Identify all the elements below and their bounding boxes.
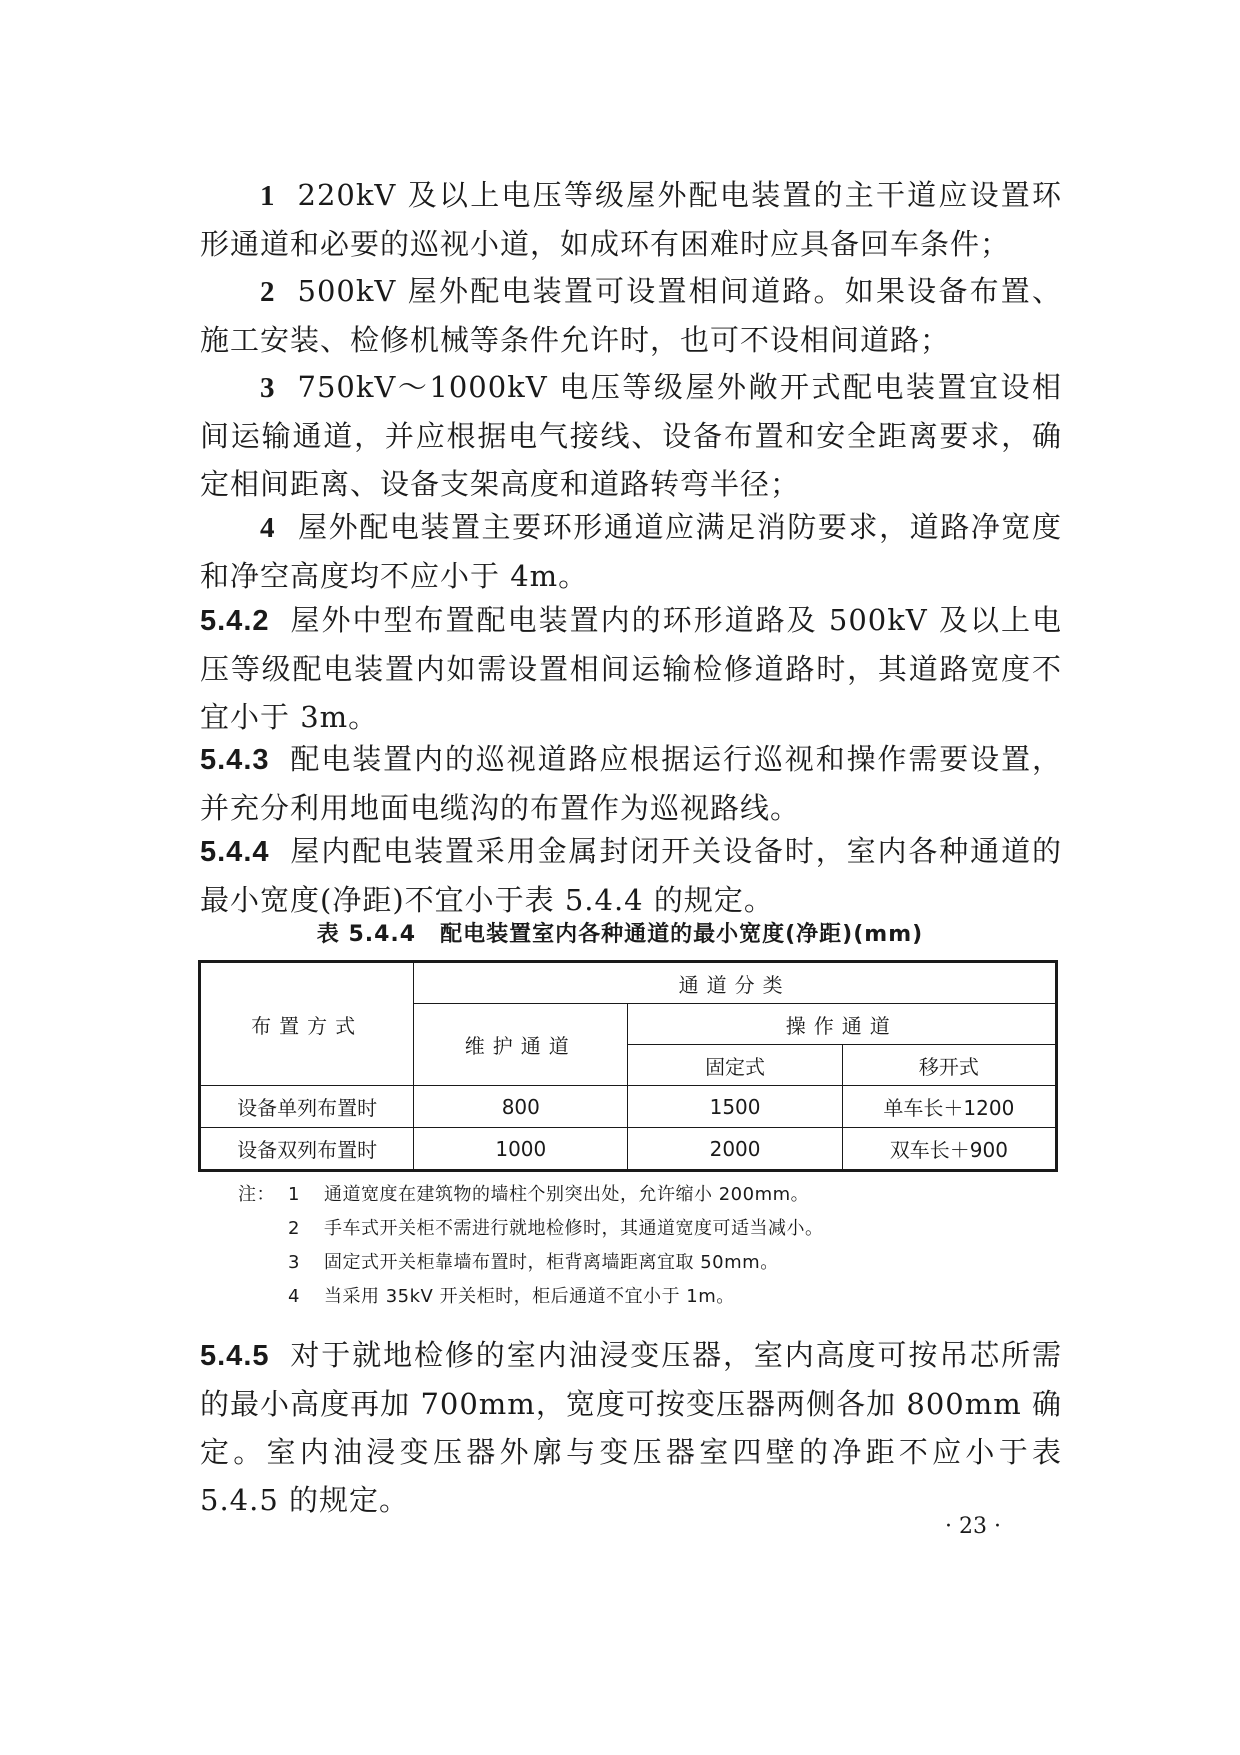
header-layout: 布置方式 bbox=[200, 962, 414, 1086]
clause-item-4 bbox=[200, 503, 1062, 600]
cell-fixed: 1500 bbox=[628, 1086, 842, 1128]
notes-label: 注： bbox=[238, 1184, 275, 1205]
header-category: 通道分类 bbox=[414, 962, 1057, 1004]
cell-movable: 双车长＋900 bbox=[842, 1128, 1056, 1171]
note-item bbox=[238, 1212, 1038, 1246]
section-number: 5.4.5 bbox=[200, 1340, 270, 1372]
table-caption-number: 表 5.4.4 bbox=[316, 922, 417, 947]
section-5-4-3 bbox=[200, 735, 1062, 832]
clause-item-3 bbox=[200, 363, 1062, 508]
note-text: 当采用 35kV 开关柜时，柜后通道不宜小于 1m。 bbox=[324, 1286, 735, 1307]
section-number: 5.4.2 bbox=[200, 605, 270, 637]
page-number: · 23 · bbox=[945, 1514, 1001, 1539]
section-5-4-4 bbox=[200, 827, 1062, 924]
note-number: 4 bbox=[288, 1286, 300, 1307]
table-row bbox=[200, 1128, 1057, 1171]
clause-item-number: 4 bbox=[260, 512, 276, 544]
note-text: 固定式开关柜靠墙布置时，柜背离墙距离宜取 50mm。 bbox=[324, 1252, 779, 1273]
table-caption-title: 配电装置室内各种通道的最小宽度(净距)(mm) bbox=[440, 922, 924, 947]
section-text: 配电装置内的巡视道路应根据运行巡视和操作需要设置，并充分利用地面电缆沟的布置作为巡视路线。 bbox=[200, 742, 1062, 825]
note-item bbox=[238, 1280, 1038, 1314]
note-number: 2 bbox=[288, 1218, 300, 1239]
note-number: 3 bbox=[288, 1252, 300, 1273]
header-maintenance: 维护通道 bbox=[414, 1004, 628, 1086]
section-text: 对于就地检修的室内油浸变压器，室内高度可按吊芯所需的最小高度再加 700mm，宽度可按变压器两侧各加 800mm 确定。室内油浸变压器外廓与变压器室四壁的净距不应小于表 5.4.5 的规定。 bbox=[200, 1338, 1062, 1517]
cell-movable: 单车长＋1200 bbox=[842, 1086, 1056, 1128]
clause-item-text: 220kV 及以上电压等级屋外配电装置的主干道应设置环形通道和必要的巡视小道，如成环有困难时应具备回车条件； bbox=[200, 178, 1062, 261]
clause-item-text: 750kV～1000kV 电压等级屋外敞开式配电装置宜设相间运输通道，并应根据电气接线、设备布置和安全距离要求，确定相间距离、设备支架高度和道路转弯半径； bbox=[200, 370, 1062, 501]
clause-item-number: 3 bbox=[260, 372, 276, 404]
note-item bbox=[238, 1246, 1038, 1280]
section-text: 屋外中型布置配电装置内的环形道路及 500kV 及以上电压等级配电装置内如需设置相间运输检修道路时，其道路宽度不宜小于 3m。 bbox=[200, 603, 1062, 734]
note-text: 通道宽度在建筑物的墙柱个别突出处，允许缩小 200mm。 bbox=[324, 1184, 810, 1205]
clause-item-1 bbox=[200, 171, 1062, 268]
cell-fixed: 2000 bbox=[628, 1128, 842, 1171]
passage-width-table bbox=[198, 960, 1058, 1172]
header-movable: 移开式 bbox=[842, 1045, 1056, 1086]
cell-layout: 设备双列布置时 bbox=[200, 1128, 414, 1171]
section-5-4-5 bbox=[200, 1331, 1062, 1524]
header-fixed: 固定式 bbox=[628, 1045, 842, 1086]
header-operation: 操作通道 bbox=[628, 1004, 1057, 1045]
cell-maintenance: 1000 bbox=[414, 1128, 628, 1171]
table-caption bbox=[0, 917, 1240, 948]
section-number: 5.4.4 bbox=[200, 836, 270, 868]
clause-item-2 bbox=[200, 267, 1062, 364]
note-item bbox=[238, 1178, 1038, 1212]
clause-item-number: 2 bbox=[260, 276, 276, 308]
section-number: 5.4.3 bbox=[200, 744, 270, 776]
cell-maintenance: 800 bbox=[414, 1086, 628, 1128]
table-row bbox=[200, 1086, 1057, 1128]
section-5-4-2 bbox=[200, 596, 1062, 741]
note-number: 1 bbox=[288, 1184, 300, 1205]
table-notes bbox=[238, 1178, 1038, 1314]
cell-layout: 设备单列布置时 bbox=[200, 1086, 414, 1128]
clause-item-text: 500kV 屋外配电装置可设置相间道路。如果设备布置、施工安装、检修机械等条件允许时，也可不设相间道路； bbox=[200, 274, 1062, 357]
clause-item-number: 1 bbox=[260, 180, 276, 212]
section-text: 屋内配电装置采用金属封闭开关设备时，室内各种通道的最小宽度(净距)不宜小于表 5.4.4 的规定。 bbox=[200, 834, 1062, 917]
note-text: 手车式开关柜不需进行就地检修时，其通道宽度可适当减小。 bbox=[324, 1218, 824, 1239]
clause-item-text: 屋外配电装置主要环形通道应满足消防要求，道路净宽度和净空高度均不应小于 4m。 bbox=[200, 510, 1062, 593]
